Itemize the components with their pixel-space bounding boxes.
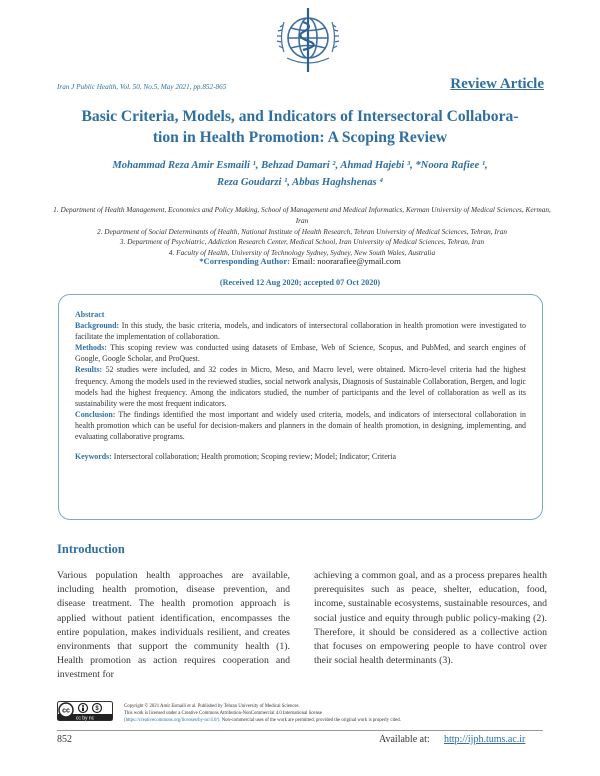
affiliation-item: 1. Department of Health Management, Economics and Policy Making, School of Management and Medical Informatics, Kerman University of Medical Sciences, Kerman, Iran bbox=[53, 205, 551, 225]
page-number: 852 bbox=[57, 734, 72, 745]
keywords-label: Keywords: bbox=[75, 452, 112, 462]
intro-column-right: achieving a common goal, and as a process prepares health prerequisites such as peace, shelter, education, food, income, sustainable ecosystems, sustainable resources, and social justice and equity through public policy-making (2). Therefore, it should be considered as a collective action that focuses on empowering people to have control over their social health determinants (3). bbox=[314, 570, 547, 667]
methods-text: This scoping review was conducted using datasets of Embase, Web of Science, Scopus, and PubMed, and search engines of Google, Google Scholar, and ProQuest. bbox=[75, 343, 526, 364]
received-dates: (Received 12 Aug 2020; accepted 07 Oct 2020) bbox=[219, 278, 381, 287]
author-list bbox=[40, 157, 560, 191]
article-type-label: Review Article bbox=[450, 76, 544, 92]
paper-title bbox=[40, 106, 560, 148]
copyright-tail: Non-commercial uses of the work are permitted, provided the original work is properly cited. bbox=[220, 718, 401, 723]
affiliations bbox=[52, 205, 552, 259]
methods-label: Methods: bbox=[75, 343, 107, 353]
corresponding-label: *Corresponding Author: bbox=[199, 256, 291, 266]
corresponding-author bbox=[0, 256, 600, 266]
abstract-box bbox=[58, 294, 543, 520]
footer-divider bbox=[57, 730, 543, 731]
title-line: Basic Criteria, Models, and Indicators of Intersectoral Collabora- bbox=[81, 108, 519, 125]
copyright-notice bbox=[124, 703, 554, 724]
svg-text:$: $ bbox=[95, 706, 99, 712]
abstract-results bbox=[75, 364, 526, 408]
intro-column-left: Various population health approaches are available, including health promotion, disease prevention, and disease treatment. The health promotion approach is applied without patient identification, encompasses the entire population, makes individuals resilient, and creates environments that support the community health (1). Health promotion as action requires cooperation and investment for bbox=[57, 570, 290, 681]
corresponding-email[interactable]: Email: noorarafiee@ymail.com bbox=[290, 256, 401, 266]
conclusion-label: Conclusion: bbox=[75, 409, 116, 419]
affiliation-item: 3. Department of Psychiatric, Addiction Research Center, Medical School, Iran University of Medical Sciences, Tehran, Iran bbox=[119, 237, 485, 247]
conclusion-text: The findings identified the most important and widely used criteria, models, and indicators of intersectoral collaboration in health promotion which can be useful for decision-makers and planners in the domain of health promotion, in designing, implementing, and evaluating collaborative programs. bbox=[75, 409, 526, 442]
abstract-background bbox=[75, 320, 526, 342]
journal-logo bbox=[275, 0, 341, 84]
journal-url-link[interactable]: http://ijph.tums.ac.ir bbox=[444, 734, 526, 745]
title-line: tion in Health Promotion: A Scoping Review bbox=[152, 129, 448, 146]
author-line: Mohammad Reza Amir Esmaili ¹, Behzad Damari ², Ahmad Hajebi ³, *Noora Rafiee ¹, bbox=[112, 160, 488, 171]
author-line: Reza Goudarzi ¹, Abbas Haghshenas ⁴ bbox=[217, 177, 383, 188]
affiliation-item: 4. Faculty of Health, University of Technology Sydney, Sydney, New South Wales, Australia bbox=[168, 248, 436, 258]
affiliation-item: 2. Department of Social Determinants of Health, National Institute of Health Research, Tehran University of Medical Sciences, Tehran, Iran bbox=[97, 226, 507, 236]
abstract-methods bbox=[75, 342, 526, 364]
journal-reference: Iran J Public Health, Vol. 50, No.5, May 2021, pp.852-865 bbox=[57, 83, 227, 91]
abstract-title: Abstract bbox=[75, 310, 105, 319]
available-label: Available at: bbox=[379, 734, 430, 745]
introduction-heading: Introduction bbox=[57, 542, 125, 556]
abstract-conclusion bbox=[75, 409, 526, 442]
svg-text:cc: cc bbox=[62, 707, 70, 715]
background-label: Background: bbox=[75, 321, 120, 331]
license-link[interactable]: (https://creativecommons.org/licenses/by-nc/4.0/). bbox=[124, 718, 221, 723]
creative-commons-badge bbox=[57, 701, 113, 721]
copyright-line: This work is licensed under a Creative Commons Attribution-NonCommercial 4.0 International license bbox=[124, 711, 322, 716]
cc-badge-label: cc by nc bbox=[75, 715, 95, 721]
background-text: In this study, the basic criteria, models, and indicators of intersectoral collaboration in health promotion were investigated to facilitate the implementation of collaboration. bbox=[75, 321, 526, 342]
results-label: Results: bbox=[75, 365, 103, 375]
abstract-keywords bbox=[75, 451, 526, 462]
copyright-line bbox=[124, 717, 554, 724]
results-text: 52 studies were included, and 32 codes in Micro, Meso, and Macro level, were obtained. Micro-level criteria had the highest frequency. Among the models used in the reviewed studies, social network analysis, Diagnosis of Sustainable Collaboration, Bergen, and logic models had the highest frequency. Among the indicators studied, the number of participants and the level of collaboration as well as its sustainability were the most frequent indicators. bbox=[75, 365, 526, 408]
copyright-line: Copyright © 2021 Amir Esmaili et al. Published by Tehran University of Medical Sciences. bbox=[124, 704, 300, 709]
keywords-text: Intersectoral collaboration; Health promotion; Scoping review; Model; Indicator; Criteria bbox=[111, 452, 397, 462]
